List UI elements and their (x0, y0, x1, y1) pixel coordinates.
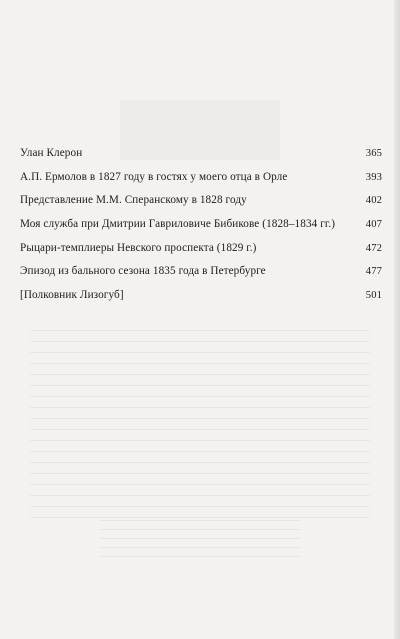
toc-entry-title: Представление М.М. Сперанскому в 1828 году (20, 194, 247, 207)
toc-entry-title: [Полковник Лизогуб] (20, 289, 124, 302)
toc-entry-title: Эпизод из бального сезона 1835 года в Петербурге (20, 265, 266, 278)
toc-entry-page: 501 (365, 290, 382, 302)
toc-entry-page: 472 (365, 242, 382, 254)
toc-leader (266, 273, 358, 274)
toc-entry[interactable] (20, 242, 382, 266)
table-of-contents (20, 147, 382, 313)
show-through-footer (100, 520, 300, 560)
toc-entry-page: 402 (365, 195, 382, 207)
toc-entry[interactable] (20, 218, 382, 242)
toc-entry-title: Моя служба при Дмитрии Гавриловиче Бибикове (1828–1834 гг.) (20, 218, 336, 231)
toc-entry[interactable] (20, 194, 382, 218)
toc-leader (82, 155, 358, 156)
toc-leader (256, 250, 358, 251)
page-edge (394, 0, 400, 639)
toc-entry-title: Рыцари-темплиеры Невского проспекта (1829 г.) (20, 241, 257, 254)
toc-entry-page: 407 (365, 219, 382, 231)
toc-leader (124, 297, 358, 298)
toc-entry[interactable] (20, 265, 382, 289)
toc-entry[interactable] (20, 147, 382, 171)
toc-leader (247, 202, 358, 203)
toc-entry-page: 393 (365, 171, 382, 183)
show-through-text (30, 330, 370, 520)
toc-entry[interactable] (20, 171, 382, 195)
toc-entry-title: А.П. Ермолов в 1827 году в гостях у моего отца в Орле (20, 170, 288, 183)
toc-entry-page: 477 (365, 266, 382, 278)
toc-entry-title: Улан Клерон (20, 147, 83, 159)
toc-leader (287, 179, 358, 180)
toc-leader (335, 226, 358, 227)
toc-entry[interactable] (20, 289, 382, 313)
toc-entry-page: 365 (365, 148, 382, 159)
